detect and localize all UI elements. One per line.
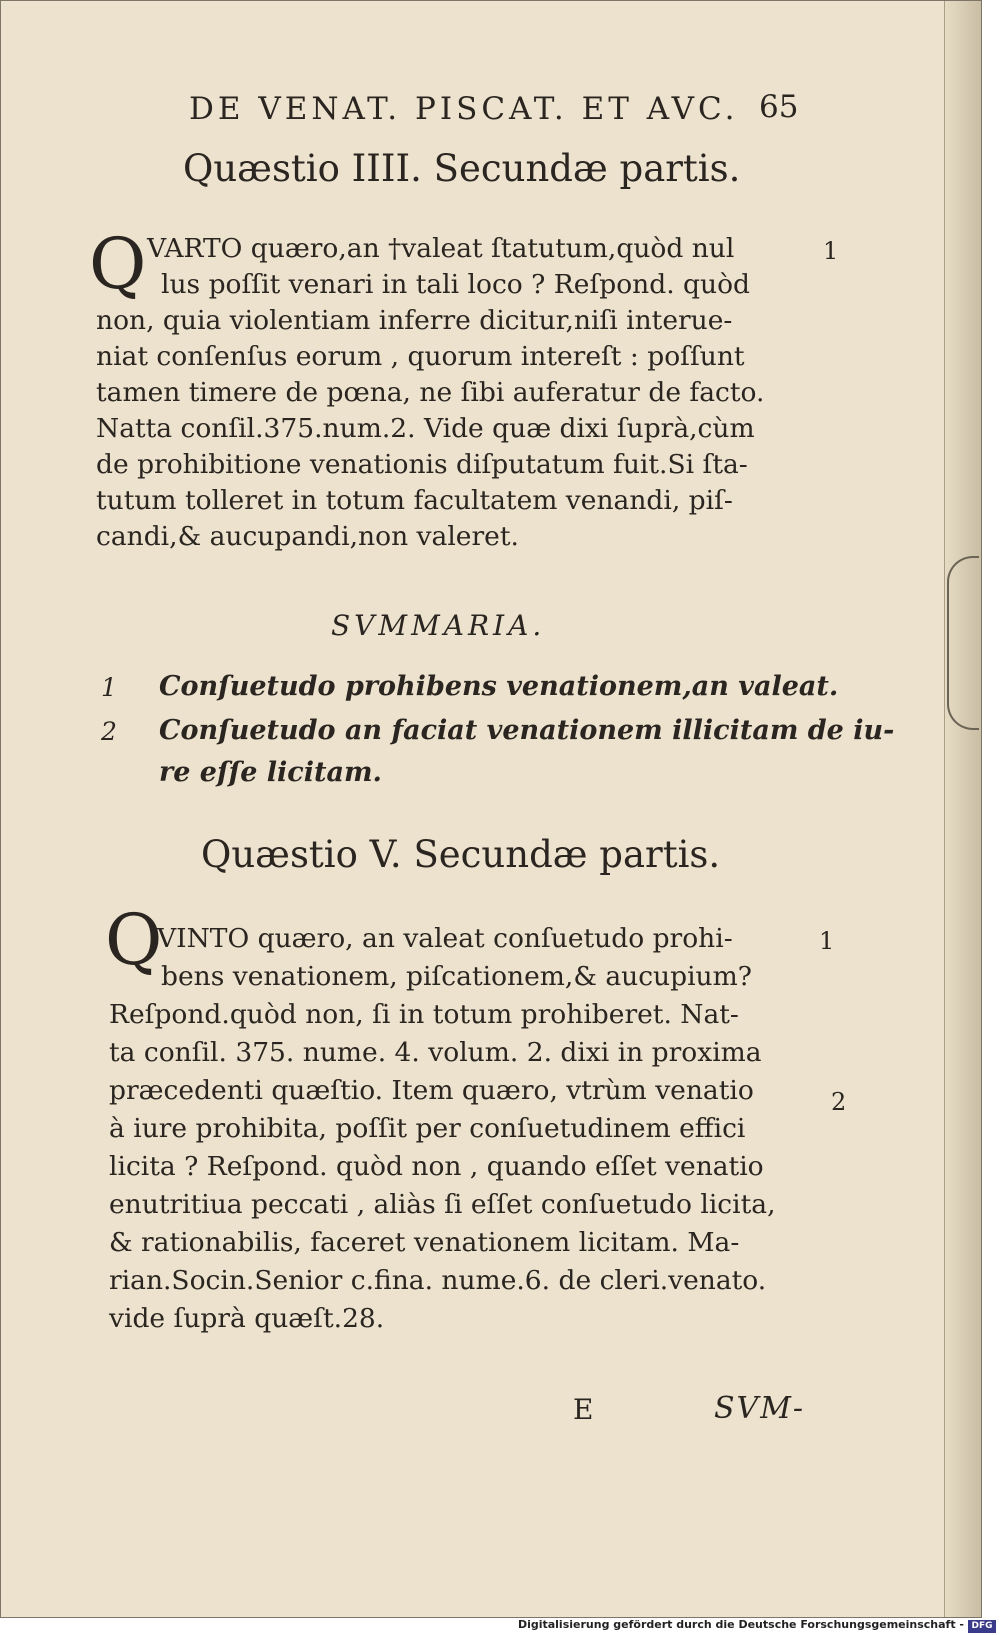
signature-mark: E: [573, 1393, 594, 1426]
summary-number: 2: [101, 717, 117, 746]
q4-line: Natta conſil.375.num.2. Vide quæ dixi ſuprà,cùm: [96, 413, 755, 444]
q4-line: tutum tolleret in totum facultatem venandi, piſ-: [96, 485, 733, 516]
margin-note-q5-2: 2: [831, 1088, 847, 1116]
margin-note-q4: 1: [823, 237, 839, 265]
summary-number: 1: [101, 673, 117, 702]
margin-note-q5-1: 1: [819, 927, 835, 955]
dropcap-q5: Q: [105, 899, 163, 981]
q5-line: præcedenti quæſtio. Item quæro, vtrùm venatio: [109, 1075, 754, 1106]
running-header: DE VENAT. PISCAT. ET AVC.: [189, 91, 739, 127]
q5-line: rian.Socin.Senior c.fina. nume.6. de cleri.venato.: [109, 1265, 767, 1296]
q5-line: vide ſuprà quæſt.28.: [109, 1303, 385, 1334]
digitization-credit: Digitalisierung gefördert durch die Deutsche Forschungsgemeinschaft -: [517, 1618, 964, 1631]
q5-line: & rationabilis, faceret venationem licitam. Ma-: [109, 1227, 740, 1258]
q5-line: enutritiua peccati , aliàs ſi eſſet conſuetudo licita,: [109, 1189, 776, 1220]
dropcap-q4: Q: [89, 223, 147, 305]
q5-line: à iure prohibita, poſſit per conſuetudinem effici: [109, 1113, 746, 1144]
catchword: SVM-: [714, 1391, 806, 1426]
q4-line: non, quia violentiam inferre dicitur,niſi interue-: [96, 305, 733, 336]
q5-line: licita ? Reſpond. quòd non , quando eſſet venatio: [109, 1151, 764, 1182]
q4-line: niat conſenſus eorum , quorum intereſt : poſſunt: [96, 341, 745, 372]
q5-line: VINTO quæro, an valeat conſuetudo prohi-: [157, 923, 733, 954]
question-5-title: Quæstio V. Secundæ partis.: [201, 833, 721, 876]
q5-line: bens venationem, piſcationem,& aucupium?: [161, 961, 752, 992]
page-edge: [944, 1, 981, 1617]
summary-item: Conſuetudo prohibens venationem,an valeat.: [159, 671, 839, 702]
q4-line: tamen timere de pœna, ne ſibi auferatur de facto.: [96, 377, 765, 408]
q4-line: VARTO quæro,an †valeat ſtatutum,quòd nul: [147, 233, 735, 264]
q4-line: de prohibitione venationis diſputatum fuit.Si ſta-: [96, 449, 748, 480]
q5-line: ta conſil. 375. nume. 4. volum. 2. dixi in proxima: [109, 1037, 762, 1068]
q5-line: Reſpond.quòd non, ſi in totum prohiberet. Nat-: [109, 999, 739, 1030]
summaria-heading: SVMMARIA.: [331, 609, 546, 642]
dfg-logo: DFG: [968, 1620, 996, 1633]
q4-line: candi,& aucupandi,non valeret.: [96, 521, 519, 552]
summary-item: Conſuetudo an faciat venationem illicitam de iu-: [159, 715, 895, 746]
page-number: 65: [759, 89, 799, 125]
q4-line: lus poſſit venari in tali loco ? Reſpond. quòd: [161, 269, 750, 300]
summary-item: re eſſe licitam.: [159, 757, 382, 788]
page-tab: [947, 556, 979, 730]
question-4-title: Quæstio IIII. Secundæ partis.: [183, 147, 741, 190]
